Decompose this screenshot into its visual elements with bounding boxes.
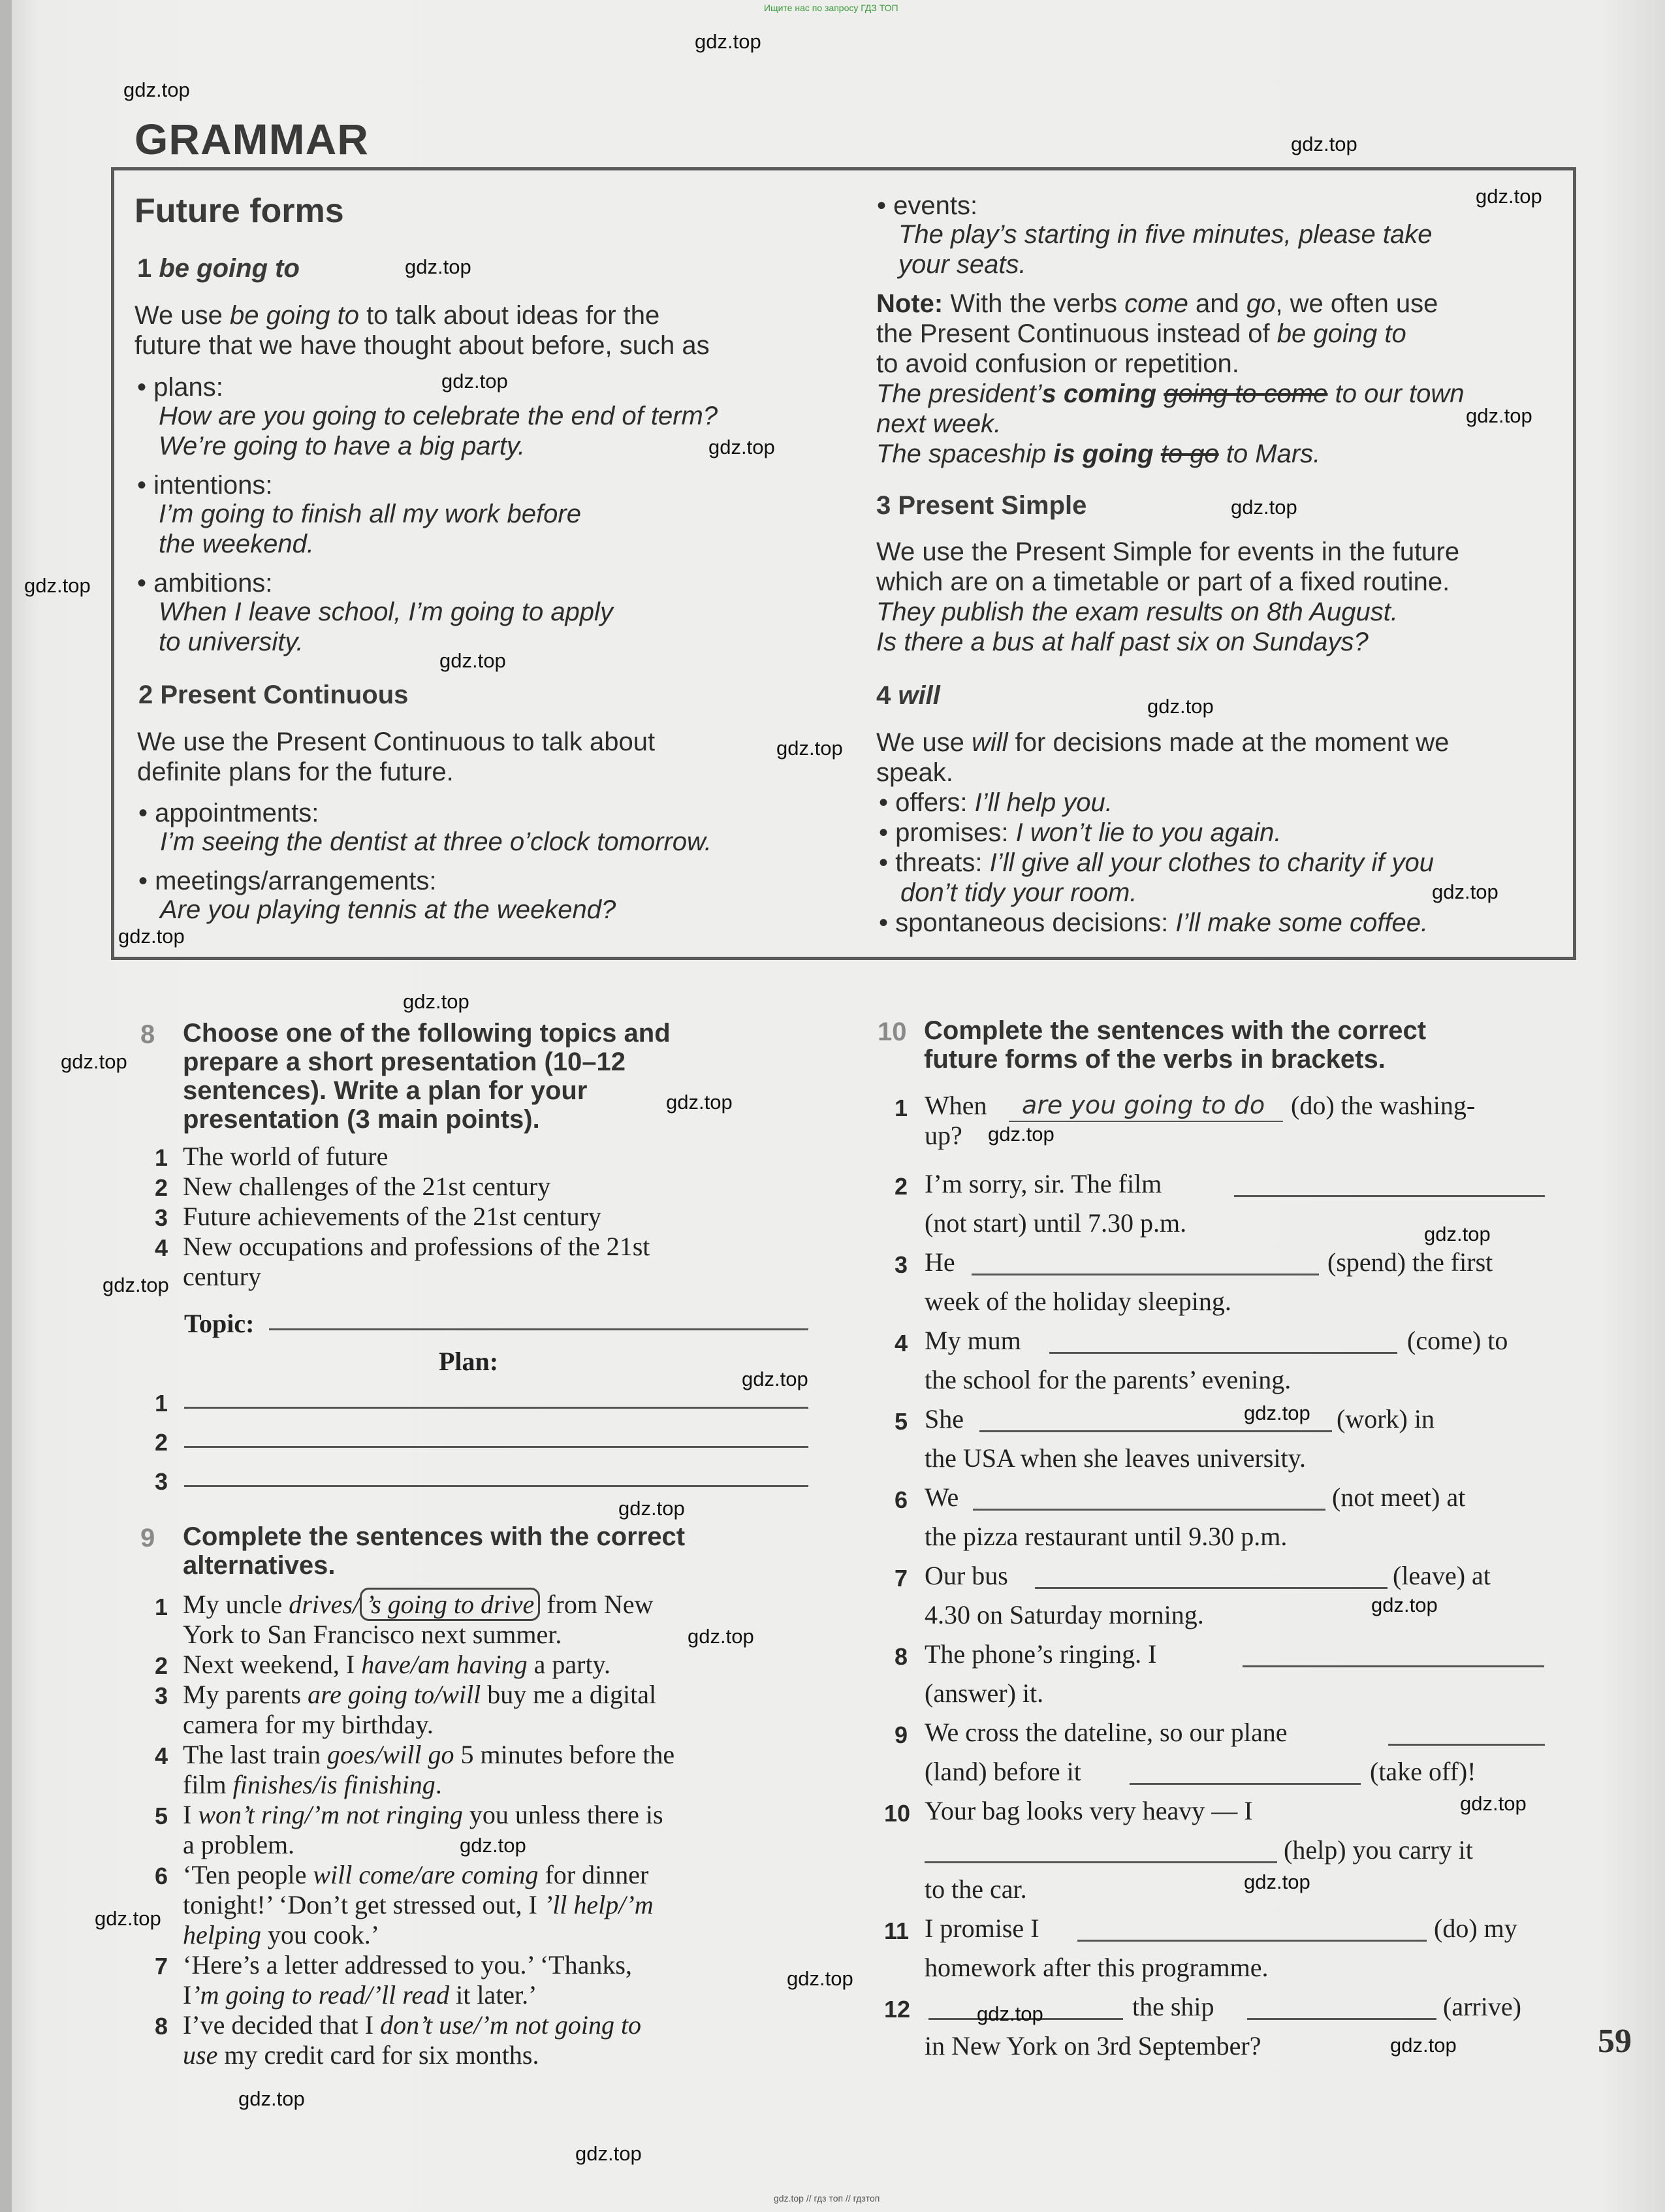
watermark: gdz.top bbox=[1371, 1594, 1438, 1616]
exercise-9-number: 9 bbox=[140, 1524, 155, 1552]
page-number: 59 bbox=[1598, 2023, 1632, 2060]
item-number: 5 bbox=[155, 1803, 168, 1829]
item-number: 9 bbox=[895, 1722, 908, 1748]
answer-line[interactable] bbox=[979, 1430, 1332, 1432]
topic-item: The world of future bbox=[183, 1142, 388, 1171]
ex9-item-8: I’ve decided that I don’t use/’m not going to bbox=[183, 2010, 642, 2040]
exercise-8-instruction: sentences). Write a plan for your bbox=[183, 1076, 588, 1105]
item-number: 2 bbox=[895, 1173, 908, 1200]
ex10-item-text: (work) in bbox=[1337, 1404, 1435, 1434]
watermark: gdz.top bbox=[1244, 1870, 1310, 1893]
answer-line[interactable] bbox=[973, 1509, 1325, 1511]
exercise-8-number: 8 bbox=[140, 1020, 155, 1049]
exercise-9-instruction: Complete the sentences with the correct bbox=[183, 1522, 686, 1551]
ex10-item-text: (take off)! bbox=[1370, 1757, 1476, 1786]
events-example: The play’s starting in five minutes, please take bbox=[898, 220, 1433, 249]
item-number: 6 bbox=[155, 1863, 168, 1889]
s4-bullet: • offers: I’ll help you. bbox=[879, 788, 1113, 817]
watermark: gdz.top bbox=[776, 737, 843, 760]
exercise-8-instruction: presentation (3 main points). bbox=[183, 1105, 540, 1134]
answer-line[interactable] bbox=[1035, 1587, 1388, 1589]
topic-item: Future achievements of the 21st century bbox=[183, 1202, 601, 1231]
item-number: 11 bbox=[884, 1917, 910, 1944]
alternatives[interactable]: have/am having bbox=[361, 1650, 528, 1679]
plan-answer-line[interactable] bbox=[184, 1485, 808, 1487]
topic-number: 2 bbox=[155, 1174, 168, 1201]
watermark: gdz.top bbox=[988, 1123, 1054, 1146]
header-note: Ищите нас по запросу ГДЗ ТОП bbox=[764, 3, 898, 13]
ex10-item-text: (come) to bbox=[1407, 1326, 1508, 1355]
watermark: gdz.top bbox=[1432, 880, 1498, 903]
ex9-item-4-line2: film finishes/is finishing. bbox=[183, 1770, 442, 1799]
alternatives[interactable]: will come/are coming bbox=[313, 1860, 539, 1889]
answer-line[interactable] bbox=[1009, 1121, 1283, 1122]
watermark: gdz.top bbox=[61, 1050, 127, 1073]
alternatives[interactable]: finishes/is finishing bbox=[232, 1770, 436, 1799]
watermark: gdz.top bbox=[1390, 2034, 1457, 2057]
item-number: 4 bbox=[895, 1330, 908, 1356]
s2-intro-line1: We use the Present Continuous to talk about bbox=[137, 728, 656, 756]
s1-intro-line1: We use be going to to talk about ideas for the bbox=[135, 301, 660, 330]
watermark: gdz.top bbox=[103, 1274, 169, 1296]
topic-answer-line[interactable] bbox=[269, 1328, 808, 1330]
s4-bullet: • threats: I’ll give all your clothes to charity if you bbox=[879, 848, 1434, 877]
watermark: gdz.top bbox=[460, 1834, 526, 1857]
alternatives[interactable]: don’t use/’m not going to bbox=[380, 2010, 642, 2040]
note-line1: Note: With the verbs come and go, we often use bbox=[876, 289, 1438, 318]
watermark: gdz.top bbox=[405, 255, 471, 278]
topic-number: 3 bbox=[155, 1204, 168, 1231]
ex9-item-2: Next weekend, I have/am having a party. bbox=[183, 1650, 610, 1679]
answer-line[interactable] bbox=[1077, 1940, 1427, 1942]
note-example1: The president’s coming going to come to our town bbox=[876, 379, 1465, 408]
watermark: gdz.top bbox=[95, 1907, 161, 1930]
ex10-item-text: (help) you carry it bbox=[1284, 1835, 1473, 1865]
s1-bullet-ambitions: • ambitions: bbox=[137, 569, 273, 598]
ex10-item-text: (do) my bbox=[1434, 1914, 1517, 1943]
alternatives[interactable]: won’t ring/’m not ringing bbox=[198, 1800, 463, 1829]
watermark: gdz.top bbox=[1424, 1223, 1491, 1245]
watermark: gdz.top bbox=[787, 1967, 853, 1990]
watermark: gdz.top bbox=[1147, 695, 1214, 718]
answer-line[interactable] bbox=[1234, 1195, 1545, 1197]
s1-example: the weekend. bbox=[159, 530, 314, 558]
topic-item: New challenges of the 21st century bbox=[183, 1172, 551, 1201]
book-spine bbox=[0, 0, 12, 2212]
s2-example: I’m seeing the dentist at three o’clock tomorrow. bbox=[160, 827, 712, 856]
s2-bullet-appointments: • appointments: bbox=[138, 799, 319, 827]
ex9-item-3: My parents are going to/will buy me a digital bbox=[183, 1680, 657, 1709]
s1-example: I’m going to finish all my work before bbox=[159, 500, 581, 528]
s3-line2: which are on a timetable or part of a fixed routine. bbox=[876, 568, 1450, 596]
ex9-item-7: ‘Here’s a letter addressed to you.’ ‘Thanks, bbox=[183, 1950, 632, 1980]
answer-line[interactable] bbox=[925, 1861, 1277, 1863]
ex10-item-text: the school for the parents’ evening. bbox=[925, 1365, 1292, 1394]
ex9-item-1: My uncle drives/ ’s going to drive from New bbox=[183, 1590, 654, 1620]
watermark: gdz.top bbox=[575, 2142, 642, 2165]
ex10-item-text: (not meet) at bbox=[1332, 1483, 1466, 1512]
ex9-item-8-line2: use my credit card for six months. bbox=[183, 2040, 539, 2070]
topic-number: 1 bbox=[155, 1144, 168, 1171]
s1-example: We’re going to have a big party. bbox=[159, 432, 526, 460]
item-number: 8 bbox=[155, 2013, 168, 2040]
watermark: gdz.top bbox=[708, 436, 775, 458]
section-title: GRAMMAR bbox=[135, 115, 369, 163]
handwritten-answer[interactable]: are you going to do bbox=[1022, 1091, 1265, 1119]
watermark: gdz.top bbox=[118, 925, 185, 948]
alternatives[interactable]: are going to/will bbox=[308, 1680, 481, 1709]
s2-heading: 2 Present Continuous bbox=[138, 681, 409, 709]
box-title: Future forms bbox=[135, 192, 344, 230]
item-number: 3 bbox=[895, 1251, 908, 1278]
watermark: gdz.top bbox=[238, 2087, 305, 2110]
ex9-item-6-line3: helping you cook.’ bbox=[183, 1920, 380, 1949]
plan-label: Plan: bbox=[439, 1347, 499, 1376]
item-number: 10 bbox=[884, 1800, 911, 1827]
s4-example: don’t tidy your room. bbox=[900, 878, 1137, 907]
s1-bullet-plans: • plans: bbox=[137, 373, 223, 402]
s3-example: They publish the exam results on 8th August. bbox=[876, 598, 1398, 626]
ex10-item-text: The phone’s ringing. I bbox=[925, 1639, 1157, 1669]
ex10-item-text: in New York on 3rd September? bbox=[925, 2031, 1261, 2060]
item-number: 6 bbox=[895, 1486, 908, 1513]
answer-line[interactable] bbox=[972, 1274, 1319, 1275]
s3-heading: 3 Present Simple bbox=[876, 491, 1087, 520]
plan-number: 2 bbox=[155, 1429, 168, 1456]
watermark: gdz.top bbox=[403, 990, 469, 1013]
ex10-item-text: up? bbox=[925, 1121, 962, 1150]
answer-line[interactable] bbox=[1247, 2018, 1436, 2020]
s4-bullet: • spontaneous decisions: I’ll make some coffee. bbox=[879, 908, 1429, 937]
ex10-item-text: My mum bbox=[925, 1326, 1021, 1355]
footer-note: gdz.top // гдз топ // гдзтоп bbox=[774, 2193, 880, 2204]
ex9-item-6: ‘Ten people will come/are coming for dinner bbox=[183, 1860, 649, 1889]
s2-example: Are you playing tennis at the weekend? bbox=[160, 895, 616, 924]
topic-label: Topic: bbox=[184, 1309, 255, 1338]
alternatives[interactable]: helping bbox=[183, 1920, 261, 1949]
exercise-8-instruction: Choose one of the following topics and bbox=[183, 1019, 671, 1048]
ex10-item-text: When bbox=[925, 1091, 987, 1120]
s1-example: to university. bbox=[159, 628, 304, 656]
answer-line[interactable] bbox=[1243, 1665, 1544, 1667]
ex10-item-text: Our bus bbox=[925, 1561, 1008, 1590]
watermark: gdz.top bbox=[1291, 133, 1357, 155]
ex10-item-text: (spend) the first bbox=[1327, 1247, 1493, 1277]
events-example: your seats. bbox=[898, 250, 1026, 279]
ex10-item-text: Your bag looks very heavy — I bbox=[925, 1796, 1253, 1825]
ex10-item-text: 4.30 on Saturday morning. bbox=[925, 1600, 1204, 1629]
watermark: gdz.top bbox=[123, 78, 190, 101]
watermark: gdz.top bbox=[1466, 404, 1532, 427]
item-number: 7 bbox=[895, 1565, 908, 1592]
topic-number: 4 bbox=[155, 1234, 168, 1261]
watermark: gdz.top bbox=[1476, 185, 1542, 208]
exercise-8-instruction: prepare a short presentation (10–12 bbox=[183, 1048, 626, 1076]
exercise-9-instruction: alternatives. bbox=[183, 1551, 336, 1580]
ex10-item-text: (leave) at bbox=[1393, 1561, 1491, 1590]
ex9-item-3-line2: camera for my birthday. bbox=[183, 1710, 434, 1739]
watermark: gdz.top bbox=[618, 1497, 685, 1520]
item-number: 3 bbox=[155, 1682, 168, 1709]
ex10-item-text: homework after this programme. bbox=[925, 1953, 1269, 1982]
watermark: gdz.top bbox=[439, 649, 506, 672]
watermark: gdz.top bbox=[666, 1091, 733, 1114]
ex10-item-text: I promise I bbox=[925, 1914, 1039, 1943]
s2-bullet-meetings: • meetings/arrangements: bbox=[138, 867, 437, 895]
plan-number: 3 bbox=[155, 1468, 168, 1495]
ex10-item-text: (answer) it. bbox=[925, 1678, 1044, 1708]
item-number: 4 bbox=[155, 1742, 168, 1769]
s3-line1: We use the Present Simple for events in the future bbox=[876, 537, 1460, 566]
alternatives[interactable]: use bbox=[183, 2040, 218, 2070]
alternatives[interactable]: ’ll help/’m bbox=[543, 1890, 654, 1919]
ex10-item-text: (arrive) bbox=[1443, 1992, 1521, 2021]
exercise-10-instruction: Complete the sentences with the correct bbox=[924, 1016, 1427, 1045]
watermark: gdz.top bbox=[1244, 1402, 1310, 1424]
ex10-item-text: (land) before it bbox=[925, 1757, 1081, 1786]
ex9-item-5-line2: a problem. bbox=[183, 1830, 295, 1859]
ex9-item-5: I won’t ring/’m not ringing you unless there is bbox=[183, 1800, 663, 1829]
ex10-item-text: week of the holiday sleeping. bbox=[925, 1287, 1231, 1316]
s4-heading: 4 will bbox=[876, 681, 940, 710]
s1-example: How are you going to celebrate the end of term? bbox=[159, 402, 718, 430]
answer-line[interactable] bbox=[1388, 1744, 1545, 1746]
s4-bullet: • promises: I won’t lie to you again. bbox=[879, 818, 1282, 847]
note-line2: the Present Continuous instead of be going to bbox=[876, 319, 1406, 348]
s4-line2: speak. bbox=[876, 758, 953, 787]
circled-answer[interactable]: ’s going to drive bbox=[360, 1588, 540, 1621]
plan-answer-line[interactable] bbox=[184, 1446, 808, 1448]
ex10-item-text: the pizza restaurant until 9.30 p.m. bbox=[925, 1522, 1288, 1551]
answer-line[interactable] bbox=[1130, 1783, 1361, 1785]
item-number: 2 bbox=[155, 1652, 168, 1679]
item-number: 7 bbox=[155, 1953, 168, 1980]
exercise-10-instruction: future forms of the verbs in brackets. bbox=[924, 1045, 1386, 1074]
item-number: 1 bbox=[895, 1095, 908, 1121]
ex9-item-4: The last train goes/will go 5 minutes before the bbox=[183, 1740, 675, 1769]
ex9-item-1-line2: York to San Francisco next summer. bbox=[183, 1620, 562, 1649]
watermark: gdz.top bbox=[695, 30, 761, 53]
ex10-item-text: We cross the dateline, so our plane bbox=[925, 1718, 1288, 1747]
s1-heading: 1 be going to bbox=[137, 254, 300, 283]
watermark: gdz.top bbox=[742, 1368, 808, 1390]
plan-answer-line[interactable] bbox=[184, 1407, 808, 1409]
ex10-item-text: to the car. bbox=[925, 1874, 1027, 1904]
item-number: 5 bbox=[895, 1408, 908, 1435]
watermark: gdz.top bbox=[441, 370, 508, 393]
ex10-item-text: We bbox=[925, 1483, 959, 1512]
note-example3: The spaceship is going to go to Mars. bbox=[876, 440, 1321, 468]
note-line3: to avoid confusion or repetition. bbox=[876, 349, 1239, 378]
ex10-item-text: She bbox=[925, 1404, 964, 1434]
watermark: gdz.top bbox=[24, 574, 91, 597]
answer-line[interactable] bbox=[1049, 1352, 1397, 1354]
watermark: gdz.top bbox=[688, 1625, 754, 1648]
ex9-item-7-line2: I’m going to read/’ll read it later.’ bbox=[183, 1980, 537, 2010]
topic-item: century bbox=[183, 1262, 261, 1291]
s1-bullet-intentions: • intentions: bbox=[137, 471, 273, 500]
item-number: 1 bbox=[155, 1594, 168, 1620]
ex10-item-text: the USA when she leaves university. bbox=[925, 1443, 1306, 1473]
topic-item: New occupations and professions of the 21st bbox=[183, 1232, 650, 1261]
plan-number: 1 bbox=[155, 1390, 168, 1417]
s4-line1: We use will for decisions made at the moment we bbox=[876, 728, 1450, 757]
alternatives[interactable]: goes/will go bbox=[327, 1740, 454, 1769]
s2-intro-line2: definite plans for the future. bbox=[137, 758, 454, 786]
watermark: gdz.top bbox=[977, 2002, 1043, 2025]
note-example2: next week. bbox=[876, 409, 1002, 438]
exercise-10-number: 10 bbox=[878, 1018, 907, 1046]
item-number: 12 bbox=[884, 1996, 911, 2023]
ex10-item-text: the ship bbox=[1132, 1992, 1214, 2021]
s1-example: When I leave school, I’m going to apply bbox=[159, 598, 613, 626]
s3-example: Is there a bus at half past six on Sundays? bbox=[876, 628, 1369, 656]
item-number: 8 bbox=[895, 1643, 908, 1670]
events-bullet: • events: bbox=[877, 191, 978, 220]
watermark: gdz.top bbox=[1460, 1792, 1527, 1815]
alternatives[interactable]: ’m going to read/’ll read bbox=[191, 1980, 450, 2010]
watermark: gdz.top bbox=[1231, 496, 1297, 519]
ex10-item-text: (not start) until 7.30 p.m. bbox=[925, 1208, 1187, 1238]
ex10-item-text: (do) the washing- bbox=[1291, 1091, 1476, 1120]
ex10-item-text: He bbox=[925, 1247, 955, 1277]
ex10-item-text: I’m sorry, sir. The film bbox=[925, 1169, 1162, 1198]
ex9-item-6-line2: tonight!’ ‘Don’t get stressed out, I ’ll help/’m bbox=[183, 1890, 654, 1919]
s1-intro-line2: future that we have thought about before, such as bbox=[135, 331, 710, 360]
